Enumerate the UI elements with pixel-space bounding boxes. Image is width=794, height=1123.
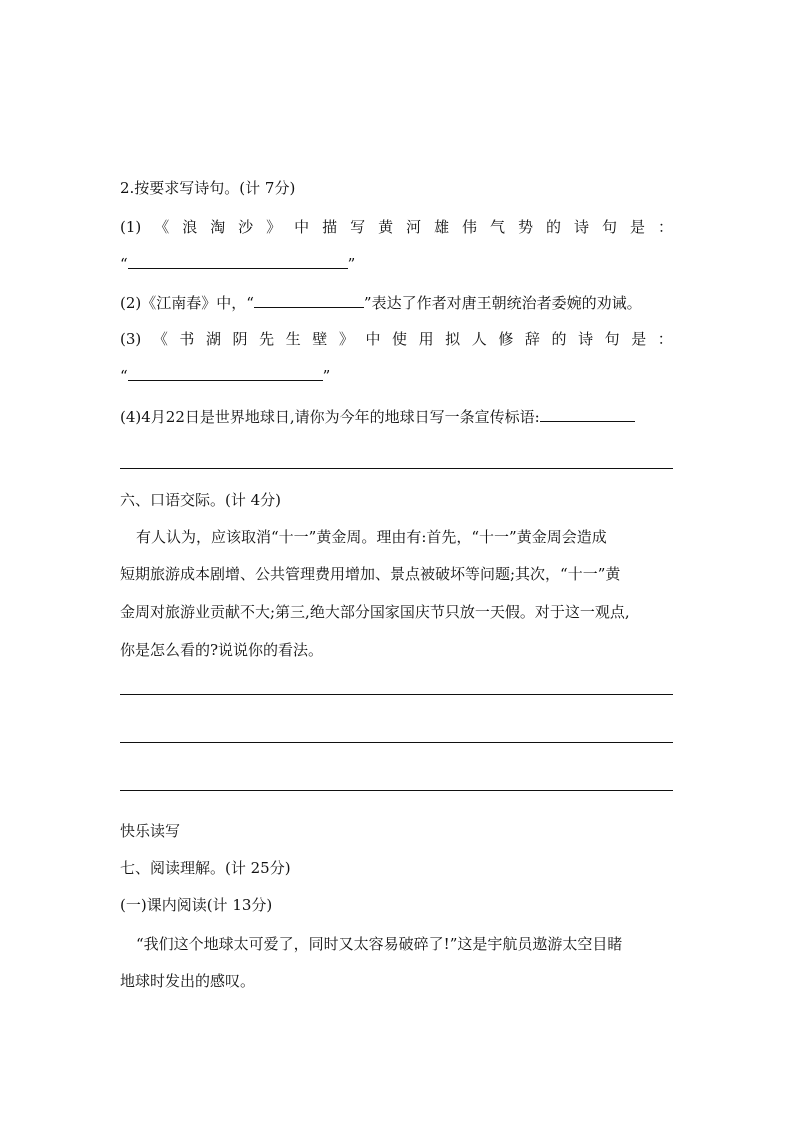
reading-para-line-2: 地球时发出的感叹。 <box>120 972 256 990</box>
q6-answer-rule-2[interactable] <box>120 742 673 743</box>
q6-para-line-3: 金周对旅游业贡献不大;第三,绝大部分国家国庆节只放一天假。对于这一观点, <box>120 603 630 621</box>
q2-item4-answer-rule[interactable] <box>120 468 673 469</box>
q2-item1-blank[interactable] <box>128 253 348 269</box>
q2-title: 2.按要求写诗句。(计 7分) <box>120 179 296 197</box>
q2-item3-answer-line: “ ” <box>120 367 331 385</box>
q6-title: 六、口语交际。(计 4分) <box>120 491 282 509</box>
q7-subsection-title: (一)课内阅读(计 13分) <box>120 896 273 914</box>
q7-title: 七、阅读理解。(计 25分) <box>120 859 291 877</box>
q6-para-line-4: 你是怎么看的?说说你的看法。 <box>120 641 324 659</box>
q2-item3-blank[interactable] <box>128 365 323 381</box>
q6-para-line-2: 短期旅游成本剧增、公共管理费用增加、景点被破坏等问题;其次，“十一”黄 <box>120 565 621 583</box>
q2-item4-blank[interactable] <box>540 406 635 422</box>
q6-answer-rule-1[interactable] <box>120 694 673 695</box>
q2-item4: (4)4月22日是世界地球日,请你为今年的地球日写一条宣传标语: <box>120 406 635 427</box>
q2-item2-blank[interactable] <box>254 292 364 308</box>
q2-item1-prompt: (1) 《 浪 淘 沙 》 中 描 写 黄 河 雄 伟 气 势 的 诗 句 是 ： <box>120 218 673 236</box>
section-heading: 快乐读写 <box>120 822 181 840</box>
q2-item3-prompt: (3) 《 书 湖 阴 先 生 壁 》 中 使 用 拟 人 修 辞 的 诗 句 是 ： <box>120 330 673 348</box>
q6-para-line-1: 有人认为，应该取消“十一”黄金周。理由有:首先，“十一”黄金周会造成 <box>136 528 607 546</box>
q6-answer-rule-3[interactable] <box>120 790 673 791</box>
q2-item1-answer-line: “ ” <box>120 255 356 273</box>
reading-para-line-1: “我们这个地球太可爱了，同时又太容易破碎了!”这是宇航员遨游太空目睹 <box>136 935 623 953</box>
q2-item2: (2)《江南春》中，“ ”表达了作者对唐王朝统治者委婉的劝诫。 <box>120 294 642 312</box>
